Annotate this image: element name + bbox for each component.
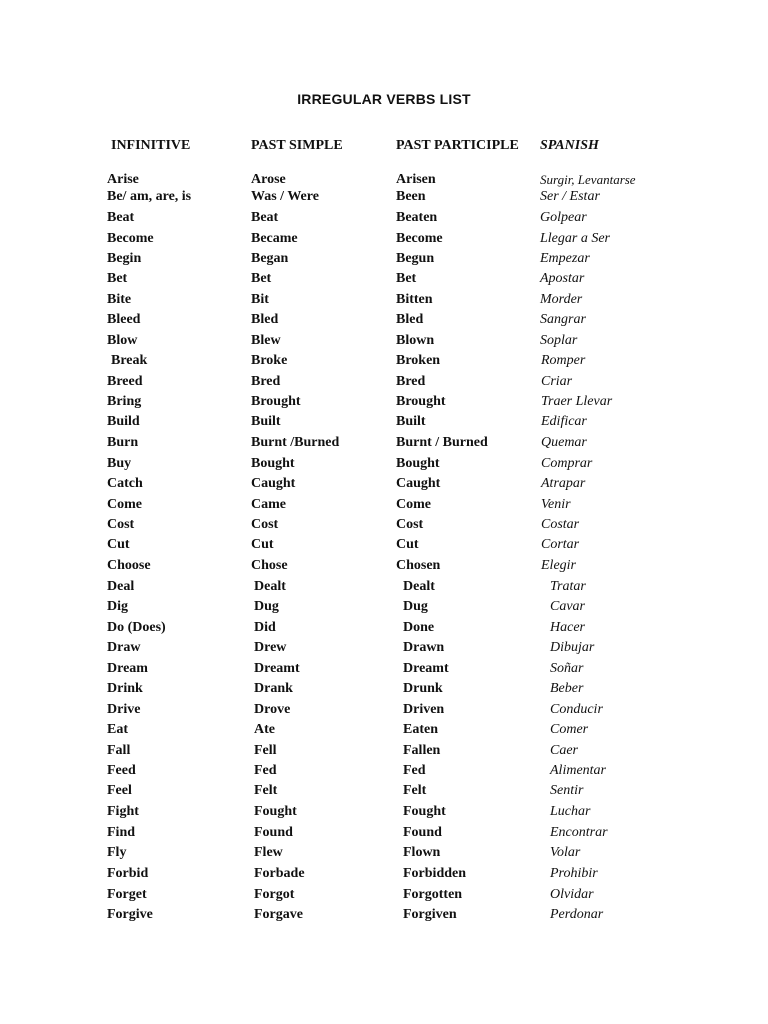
cell-past-participle: Drunk (403, 681, 443, 696)
cell-spanish: Apostar (540, 271, 585, 286)
cell-infinitive: Burn (107, 435, 139, 450)
table-row (0, 885, 768, 905)
cell-past-simple: Drew (254, 640, 287, 655)
cell-infinitive: Fly (107, 845, 127, 860)
table-row (0, 290, 768, 310)
cell-infinitive: Eat (107, 722, 128, 737)
cell-past-participle: Felt (403, 783, 427, 798)
cell-infinitive: Drink (107, 681, 143, 696)
cell-infinitive: Drive (107, 702, 141, 717)
cell-past-participle: Drawn (403, 640, 445, 655)
cell-past-simple: Blew (251, 333, 281, 348)
cell-infinitive: Draw (107, 640, 141, 655)
cell-infinitive: Buy (107, 456, 132, 471)
cell-past-participle: Blown (396, 333, 435, 348)
cell-infinitive: Forget (107, 887, 147, 902)
cell-past-participle: Done (403, 620, 435, 635)
cell-past-simple: Cut (251, 537, 274, 552)
cell-past-simple: Chose (251, 558, 288, 573)
cell-past-simple: Bred (251, 374, 281, 389)
cell-past-simple: Bought (251, 456, 295, 471)
table-row (0, 229, 768, 249)
cell-infinitive: Bet (107, 271, 128, 286)
cell-past-participle: Chosen (396, 558, 441, 573)
cell-past-participle: Bled (396, 312, 424, 327)
cell-infinitive: Catch (107, 476, 143, 491)
cell-spanish: Quemar (541, 435, 587, 450)
cell-spanish: Soplar (540, 333, 578, 348)
cell-infinitive: Deal (107, 579, 135, 594)
header-past-participle: PAST PARTICIPLE (396, 138, 519, 153)
cell-spanish: Costar (541, 517, 580, 532)
cell-past-simple: Became (251, 231, 298, 246)
cell-infinitive: Feel (107, 783, 132, 798)
table-row (0, 781, 768, 801)
cell-past-simple: Was / Were (251, 189, 319, 204)
cell-spanish: Morder (540, 292, 583, 307)
page-title: IRREGULAR VERBS LIST (297, 91, 471, 107)
cell-spanish: Romper (541, 353, 586, 368)
cell-infinitive: Bite (107, 292, 132, 307)
table-row (0, 720, 768, 740)
cell-past-simple: Caught (251, 476, 296, 491)
table-row (0, 454, 768, 474)
table-row (0, 495, 768, 515)
cell-past-simple: Did (254, 620, 276, 635)
cell-infinitive: Feed (107, 763, 136, 778)
cell-past-simple: Burnt /Burned (251, 435, 340, 450)
cell-infinitive: Bring (107, 394, 142, 409)
cell-past-participle: Forbidden (403, 866, 467, 881)
cell-past-participle: Become (396, 231, 443, 246)
cell-spanish: Volar (550, 845, 581, 860)
cell-past-simple: Dreamt (254, 661, 300, 676)
cell-past-participle: Built (396, 414, 426, 429)
cell-past-simple: Began (251, 251, 289, 266)
cell-infinitive: Bleed (107, 312, 141, 327)
cell-spanish: Soñar (550, 661, 584, 676)
cell-infinitive: Become (107, 231, 154, 246)
cell-spanish: Hacer (550, 620, 585, 635)
cell-infinitive: Cut (107, 537, 130, 552)
cell-past-simple: Bled (251, 312, 279, 327)
cell-infinitive: Do (Does) (107, 620, 166, 635)
cell-infinitive: Blow (107, 333, 138, 348)
table-row (0, 249, 768, 269)
table-row (0, 474, 768, 494)
cell-past-participle: Caught (396, 476, 441, 491)
cell-infinitive: Forbid (107, 866, 149, 881)
cell-infinitive: Break (111, 353, 148, 368)
table-row (0, 331, 768, 351)
cell-past-participle: Bred (396, 374, 426, 389)
table-row (0, 310, 768, 330)
cell-past-simple: Built (251, 414, 281, 429)
cell-spanish: Caer (550, 743, 578, 758)
cell-infinitive: Come (107, 497, 142, 512)
cell-infinitive: Be/ am, are, is (107, 189, 192, 204)
cell-spanish: Dibujar (550, 640, 595, 655)
cell-past-participle: Driven (403, 702, 445, 717)
cell-infinitive: Breed (107, 374, 143, 389)
cell-past-simple: Broke (251, 353, 288, 368)
cell-past-simple: Bit (251, 292, 269, 307)
cell-spanish: Elegir (541, 558, 576, 573)
cell-infinitive: Forgive (107, 907, 153, 922)
cell-spanish: Cavar (550, 599, 585, 614)
cell-infinitive: Beat (107, 210, 135, 225)
cell-spanish: Comer (550, 722, 589, 737)
cell-spanish: Venir (541, 497, 571, 512)
cell-infinitive: Begin (107, 251, 142, 266)
table-row (0, 843, 768, 863)
table-row (0, 761, 768, 781)
cell-past-simple: Forbade (254, 866, 305, 881)
cell-past-participle: Been (396, 189, 426, 204)
cell-infinitive: Fall (107, 743, 131, 758)
table-row (0, 741, 768, 761)
cell-infinitive: Arise (107, 172, 139, 187)
header-past-simple: PAST SIMPLE (251, 138, 343, 153)
cell-infinitive: Choose (107, 558, 151, 573)
cell-past-participle: Dug (403, 599, 428, 614)
cell-past-simple: Drove (254, 702, 291, 717)
table-row (0, 905, 768, 925)
cell-spanish: Traer Llevar (541, 394, 613, 409)
cell-past-simple: Drank (254, 681, 293, 696)
cell-past-participle: Eaten (403, 722, 438, 737)
cell-past-participle: Bitten (396, 292, 433, 307)
cell-infinitive: Dream (107, 661, 148, 676)
cell-past-simple: Found (254, 825, 293, 840)
cell-spanish: Golpear (540, 210, 587, 225)
cell-past-participle: Come (396, 497, 431, 512)
cell-spanish: Perdonar (550, 907, 604, 922)
table-row (0, 412, 768, 432)
cell-spanish: Criar (541, 374, 573, 389)
table-row (0, 802, 768, 822)
table-row (0, 556, 768, 576)
cell-past-participle: Fed (403, 763, 426, 778)
cell-infinitive: Fight (107, 804, 139, 819)
cell-past-participle: Found (403, 825, 442, 840)
cell-past-simple: Fed (254, 763, 277, 778)
cell-past-participle: Beaten (396, 210, 438, 225)
cell-past-participle: Dreamt (403, 661, 449, 676)
cell-past-participle: Flown (403, 845, 441, 860)
table-row (0, 864, 768, 884)
cell-past-participle: Begun (396, 251, 435, 266)
cell-past-simple: Felt (254, 783, 278, 798)
cell-infinitive: Find (107, 825, 136, 840)
table-row (0, 823, 768, 843)
table-row (0, 638, 768, 658)
cell-past-simple: Cost (251, 517, 279, 532)
cell-past-participle: Brought (396, 394, 446, 409)
cell-spanish: Luchar (550, 804, 591, 819)
cell-past-simple: Came (251, 497, 286, 512)
cell-past-participle: Forgotten (403, 887, 463, 902)
cell-spanish: Olvidar (550, 887, 594, 902)
table-row (0, 515, 768, 535)
cell-spanish: Conducir (550, 702, 603, 717)
cell-spanish: Ser / Estar (540, 189, 600, 204)
table-row (0, 372, 768, 392)
cell-past-simple: Forgot (254, 887, 295, 902)
cell-spanish: Sentir (550, 783, 584, 798)
cell-past-participle: Cut (396, 537, 419, 552)
cell-spanish: Prohibir (550, 866, 598, 881)
table-row (0, 269, 768, 289)
cell-past-participle: Arisen (396, 172, 436, 187)
table-row (0, 597, 768, 617)
cell-past-participle: Bet (396, 271, 417, 286)
cell-past-participle: Cost (396, 517, 424, 532)
cell-past-simple: Flew (254, 845, 283, 860)
cell-past-participle: Bought (396, 456, 440, 471)
cell-past-simple: Beat (251, 210, 279, 225)
cell-past-simple: Forgave (254, 907, 303, 922)
cell-past-simple: Ate (254, 722, 275, 737)
cell-past-simple: Dealt (254, 579, 286, 594)
cell-past-participle: Burnt / Burned (396, 435, 488, 450)
table-row (0, 535, 768, 555)
cell-past-participle: Broken (396, 353, 441, 368)
header-infinitive: INFINITIVE (111, 138, 191, 153)
cell-spanish: Atrapar (541, 476, 586, 491)
cell-past-simple: Brought (251, 394, 301, 409)
cell-infinitive: Build (107, 414, 140, 429)
table-row (0, 618, 768, 638)
table-row (0, 700, 768, 720)
cell-spanish: Beber (550, 681, 584, 696)
table-row (0, 392, 768, 412)
cell-past-participle: Fought (403, 804, 446, 819)
cell-spanish: Cortar (541, 537, 580, 552)
table-row (0, 577, 768, 597)
cell-spanish: Alimentar (550, 763, 606, 778)
cell-past-simple: Dug (254, 599, 279, 614)
table-row (0, 679, 768, 699)
cell-spanish: Surgir, Levantarse (540, 172, 636, 187)
cell-spanish: Comprar (541, 456, 593, 471)
cell-infinitive: Cost (107, 517, 135, 532)
table-row (0, 208, 768, 228)
cell-spanish: Edificar (541, 414, 587, 429)
cell-past-simple: Fell (254, 743, 277, 758)
cell-past-simple: Fought (254, 804, 297, 819)
cell-spanish: Encontrar (550, 825, 608, 840)
cell-past-participle: Forgiven (403, 907, 457, 922)
table-row (0, 351, 768, 371)
cell-spanish: Tratar (550, 579, 586, 594)
table-row (0, 187, 768, 207)
table-row (0, 659, 768, 679)
table-row (0, 433, 768, 453)
cell-past-participle: Dealt (403, 579, 435, 594)
cell-spanish: Llegar a Ser (540, 231, 610, 246)
header-spanish: SPANISH (540, 138, 599, 153)
cell-past-participle: Fallen (403, 743, 441, 758)
cell-infinitive: Dig (107, 599, 128, 614)
cell-spanish: Empezar (540, 251, 590, 266)
cell-past-simple: Arose (251, 172, 286, 187)
cell-past-simple: Bet (251, 271, 272, 286)
cell-spanish: Sangrar (540, 312, 586, 327)
